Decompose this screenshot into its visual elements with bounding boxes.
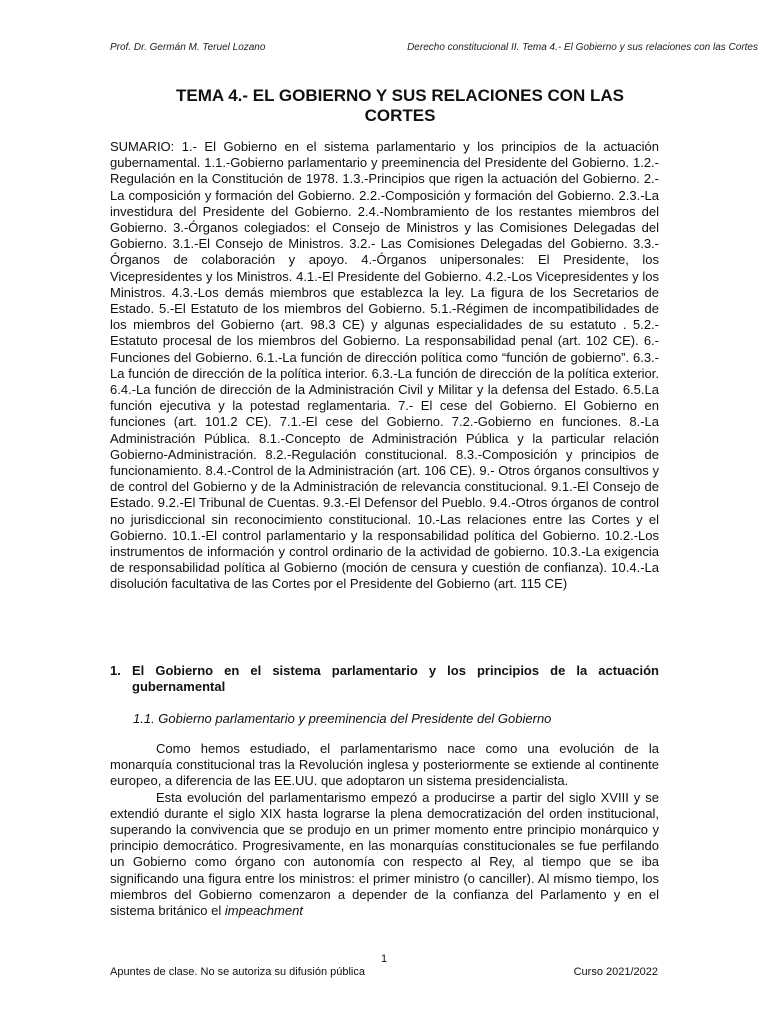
subsection-heading: 1.1. Gobierno parlamentario y preeminencia del Presidente del Gobierno [133,711,552,726]
header-author: Prof. Dr. Germán M. Teruel Lozano [110,42,266,53]
body-text [110,741,659,919]
footer-course-year: Curso 2021/2022 [573,966,658,978]
header-course-title: Derecho constitucional II. Tema 4.- El Gobierno y sus relaciones con las Cortes [407,42,758,53]
summary-paragraph: SUMARIO: 1.- El Gobierno en el sistema parlamentario y los principios de la actuación gubernamental. 1.1.-Gobierno parlamentario y preeminencia del Presidente del Gobierno. 1.2.-Regulación en la Constitución de 1978. 1.3.-Principios que rigen la actuación del Gobierno. 2.-La composición y formación del Gobierno. 2.2.-Composición y formación del Gobierno. 2.3.-La investidura del Presidente del Gobierno. 2.4.-Nombramiento de los restantes miembros del Gobierno. 3.-Órganos colegiados: el Consejo de Ministros y las Comisiones Delegadas del Gobierno. 3.1.-El Consejo de Ministros. 3.2.- Las Comisiones Delegadas del Gobierno. 3.3.-Órganos de colaboración y apoyo. 4.-Órganos unipersonales: El Presidente, los Vicepresidentes y los Ministros. 4.1.-El Presidente del Gobierno. 4.2.-Los Vicepresidentes y los Ministros. 4.3.-Los demás miembros que establezca la ley. La figura de los Secretarios de Estado. 5.-El Estatuto de los miembros del Gobierno. 5.1.-Régimen de incompatibilidades de los miembros del Gobierno (art. 98.3 CE) y algunas especialidades de su estatuto . 5.2.-Estatuto procesal de los miembros del Gobierno. La responsabilidad penal (art. 102 CE). 6.-Funciones del Gobierno. 6.1.-La función de dirección política como “función de gobierno”. 6.3.-La función de dirección de la política interior. 6.3.-La función de dirección de la política exterior. 6.4.-La función de dirección de la Administración Civil y Militar y la defensa del Estado. 6.5.La función ejecutiva y la potestad reglamentaria. 7.- El cese del Gobierno. El Gobierno en funciones (art. 101.2 CE). 7.1.-El cese del Gobierno. 7.2.-Gobierno en funciones. 8.-La Administración Pública. 8.1.-Concepto de Administración Pública y la particular relación Gobierno-Administración. 8.2.-Regulación constitucional. 8.3.-Composición y principios de funcionamiento. 8.4.-Control de la Administración (art. 106 CE). 9.- Otros órganos consultivos y de control del Gobierno y de la Administración de relevancia constitucional. 9.1.-El Consejo de Estado. 9.2.-El Tribunal de Cuentas. 9.3.-El Defensor del Pueblo. 9.4.-Otros órganos de control no jurisdiccional sin reconocimiento constitucional. 10.-Las relaciones entre las Cortes y el Gobierno. 10.1.-El control parlamentario y la responsabilidad política del Gobierno. 10.2.-Los instrumentos de información y control ordinario de la actividad de gobierno. 10.3.-La exigencia de responsabilidad política al Gobierno (moción de censura y cuestión de confianza). 10.4.-La disolución facultativa de las Cortes por el Presidente del Gobierno (art. 115 CE) [110,139,659,592]
body-paragraph-2-text: Esta evolución del parlamentarismo empezó a producirse a partir del siglo XVIII y se extendió durante el siglo XIX hasta lograrse la plena democratización del orden institucional, superando la convivencia que se produjo en un primer momento entre principio monárquico y principio democrático. Progresivamente, en las monarquías constitucionales se fue perfilando un Gobierno como órgano con autonomía con respecto al Rey, al tiempo que se iba significando una figura entre los ministros: el primer ministro (o canciller). Al mismo tiempo, los miembros del Gobierno comenzaron a depender de la confianza del Parlamento y en el sistema británico el [110,789,659,919]
section-number: 1. [110,663,121,678]
italic-term: impeachment [224,903,303,919]
footer-notice: Apuntes de clase. No se autoriza su difusión pública [110,966,365,978]
section-title: El Gobierno en el sistema parlamentario y los principios de la actuación gubernamental [132,663,659,695]
body-paragraph-2 [110,790,659,920]
body-paragraph-1: Como hemos estudiado, el parlamentarismo nace como una evolución de la monarquía constitucional tras la Revolución inglesa y posteriormente se extiende al continente europeo, a diferencia de las EE.UU. que adoptaron un sistema presidencialista. [110,741,659,789]
section-heading-1 [110,663,659,695]
document-title: TEMA 4.- EL GOBIERNO Y SUS RELACIONES CON LAS CORTES [175,86,625,125]
page-number: 1 [380,953,388,965]
